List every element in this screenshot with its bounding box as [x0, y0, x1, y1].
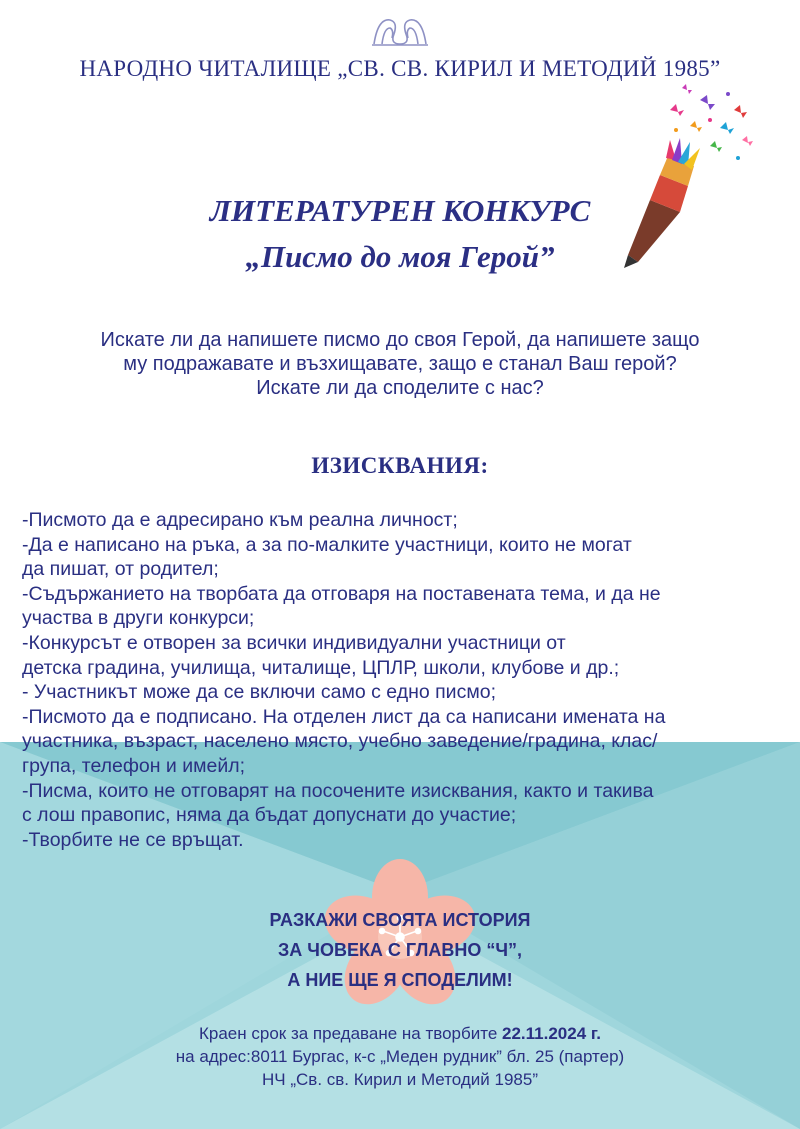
- requirement-line: - Участникът може да се включи само с едно писмо;: [22, 681, 496, 704]
- intro-line: Искате ли да споделите с нас?: [256, 377, 544, 399]
- requirement-line: -Писма, които не отговарят на посочените изисквания, както и такива: [22, 779, 654, 802]
- requirement-line: -Писмото да е подписано. На отделен лист да са написани имената на: [22, 705, 666, 728]
- requirement-line: участника, възраст, населено място, учебно заведение/градина, клас/: [22, 730, 658, 753]
- contest-title-line1: ЛИТЕРАТУРЕН КОНКУРС: [209, 193, 591, 228]
- requirement-line: група, телефон и имейл;: [22, 754, 246, 777]
- organization-title: НАРОДНО ЧИТАЛИЩЕ „СВ. СВ. КИРИЛ И МЕТОДИЙ 1985”: [79, 56, 721, 81]
- deadline-org: НЧ „Св. св. Кирил и Методий 1985”: [262, 1070, 538, 1089]
- intro-line: Искате ли да напишете писмо до своя Герой, да напишете защо: [100, 329, 700, 351]
- requirement-line: с лош правопис, няма да бъдат допуснати до участие;: [22, 804, 517, 827]
- requirement-line: -Съдържанието на творбата да отговаря на поставената тема, и да не: [22, 582, 661, 605]
- deadline-info: [100, 1022, 700, 1091]
- slogan-line: РАЗКАЖИ СВОЯТА ИСТОРИЯ: [269, 910, 531, 930]
- requirements-list: [22, 508, 792, 852]
- deadline-date: 22.11.2024 г.: [502, 1024, 601, 1043]
- deadline-label: Краен срок за предаване на творбите: [199, 1024, 503, 1043]
- requirement-line: -Да е написано на ръка, а за по-малките участници, които не могат: [22, 533, 632, 556]
- requirements-heading: ИЗИСКВАНИЯ:: [311, 453, 489, 478]
- intro-line: му подражавате и възхищавате, защо е станал Ваш герой?: [123, 353, 677, 375]
- deadline-line: [100, 1022, 700, 1045]
- logo-ornament-icon: [368, 14, 432, 48]
- slogan-line: ЗА ЧОВЕКА С ГЛАВНО “Ч”,: [278, 940, 522, 960]
- requirement-line: да пишат, от родител;: [22, 558, 219, 581]
- slogan-line: А НИЕ ЩЕ Я СПОДЕЛИМ!: [287, 970, 513, 990]
- requirement-line: детска градина, училища, читалище, ЦПЛР, школи, клубове и др.;: [22, 656, 620, 679]
- requirement-line: -Писмото да е адресирано към реална личност;: [22, 509, 458, 531]
- deadline-address: на адрес:8011 Бургас, к-с „Меден рудник” бл. 25 (партер): [175, 1047, 625, 1066]
- requirement-line: участва в други конкурси;: [22, 607, 255, 630]
- intro-paragraph: [40, 328, 760, 400]
- requirement-line: -Творбите не се връщат.: [22, 828, 244, 851]
- contest-title-line2: „Писмо до моя Герой”: [245, 239, 555, 274]
- contest-title: [150, 188, 650, 280]
- slogan: [200, 905, 600, 995]
- requirement-line: -Конкурсът е отворен за всички индивидуални участници от: [22, 631, 566, 654]
